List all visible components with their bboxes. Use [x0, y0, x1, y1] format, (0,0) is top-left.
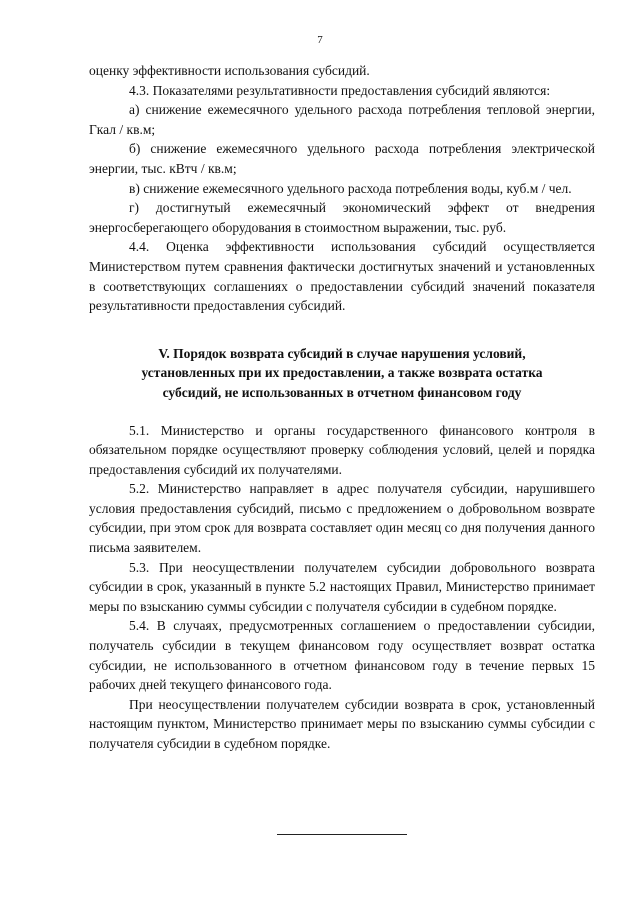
document-body	[89, 61, 595, 754]
heading-line: установленных при их предоставлении, а также возврата остатка	[141, 365, 543, 381]
paragraph-4-3: 4.3. Показателями результативности предоставления субсидий являются:	[129, 82, 551, 98]
paragraph-continuation: оценку эффективности использования субсидий.	[89, 63, 370, 78]
closing-rule	[277, 834, 407, 835]
paragraph-5-4: 5.4. В случаях, предусмотренных соглашением о предоставлении субсидии, получатель субсидии в текущем финансовом году осуществляет возврат остатка субсидии, не использованного в отчетном финансовом году в течение первых 15 рабочих дней текущего финансового года.	[89, 618, 595, 693]
section-5-heading	[89, 344, 595, 403]
list-item-b: б) снижение ежемесячного удельного расхода потребления электрической энергии, тыс. кВтч / кв.м;	[89, 141, 595, 176]
heading-line: V. Порядок возврата субсидий в случае нарушения условий,	[158, 345, 526, 361]
heading-line: субсидий, не использованных в отчетном финансовом году	[162, 384, 522, 400]
section-spacer	[89, 316, 595, 344]
paragraph-5-4-continued: При неосуществлении получателем субсидии возврата в срок, установленный настоящим пунктом, Министерство принимает меры по взысканию суммы субсидии с получателя субсидии в судебном порядке.	[89, 696, 595, 751]
list-item-v: в) снижение ежемесячного удельного расхода потребления воды, куб.м / чел.	[129, 180, 572, 196]
paragraph-4-4: 4.4. Оценка эффективности использования субсидий осуществляется Министерством путем сравнения фактически достигнутых значений и установленных в соответствующих соглашениях о предоставлении субсидий значений показателя результативности предоставления субсидий.	[89, 239, 595, 314]
list-item-g: г) достигнутый ежемесячный экономический эффект от внедрения энергосберегающего оборудования в стоимостном выражении, тыс. руб.	[89, 200, 595, 235]
paragraph-5-3: 5.3. При неосуществлении получателем субсидии добровольного возврата субсидии в срок, указанный в пункте 5.2 настоящих Правил, Министерство принимает меры по взысканию суммы субсидии с получателя субсидии в судебном порядке.	[89, 559, 595, 614]
section-spacer	[89, 403, 595, 421]
paragraph-5-2: 5.2. Министерство направляет в адрес получателя субсидии, нарушившего условия предоставления субсидий, письмо с предложением о добровольном возврате субсидии, при этом срок для возврата составляет один месяц со дня получения данного письма заявителем.	[89, 481, 595, 556]
page-number: 7	[317, 34, 323, 46]
list-item-a: а) снижение ежемесячного удельного расхода потребления тепловой энергии, Гкал / кв.м;	[89, 102, 595, 137]
paragraph-5-1: 5.1. Министерство и органы государственного финансового контроля в обязательном порядке осуществляют проверку соблюдения условий, целей и порядка предоставления субсидий их получателями.	[89, 422, 595, 477]
